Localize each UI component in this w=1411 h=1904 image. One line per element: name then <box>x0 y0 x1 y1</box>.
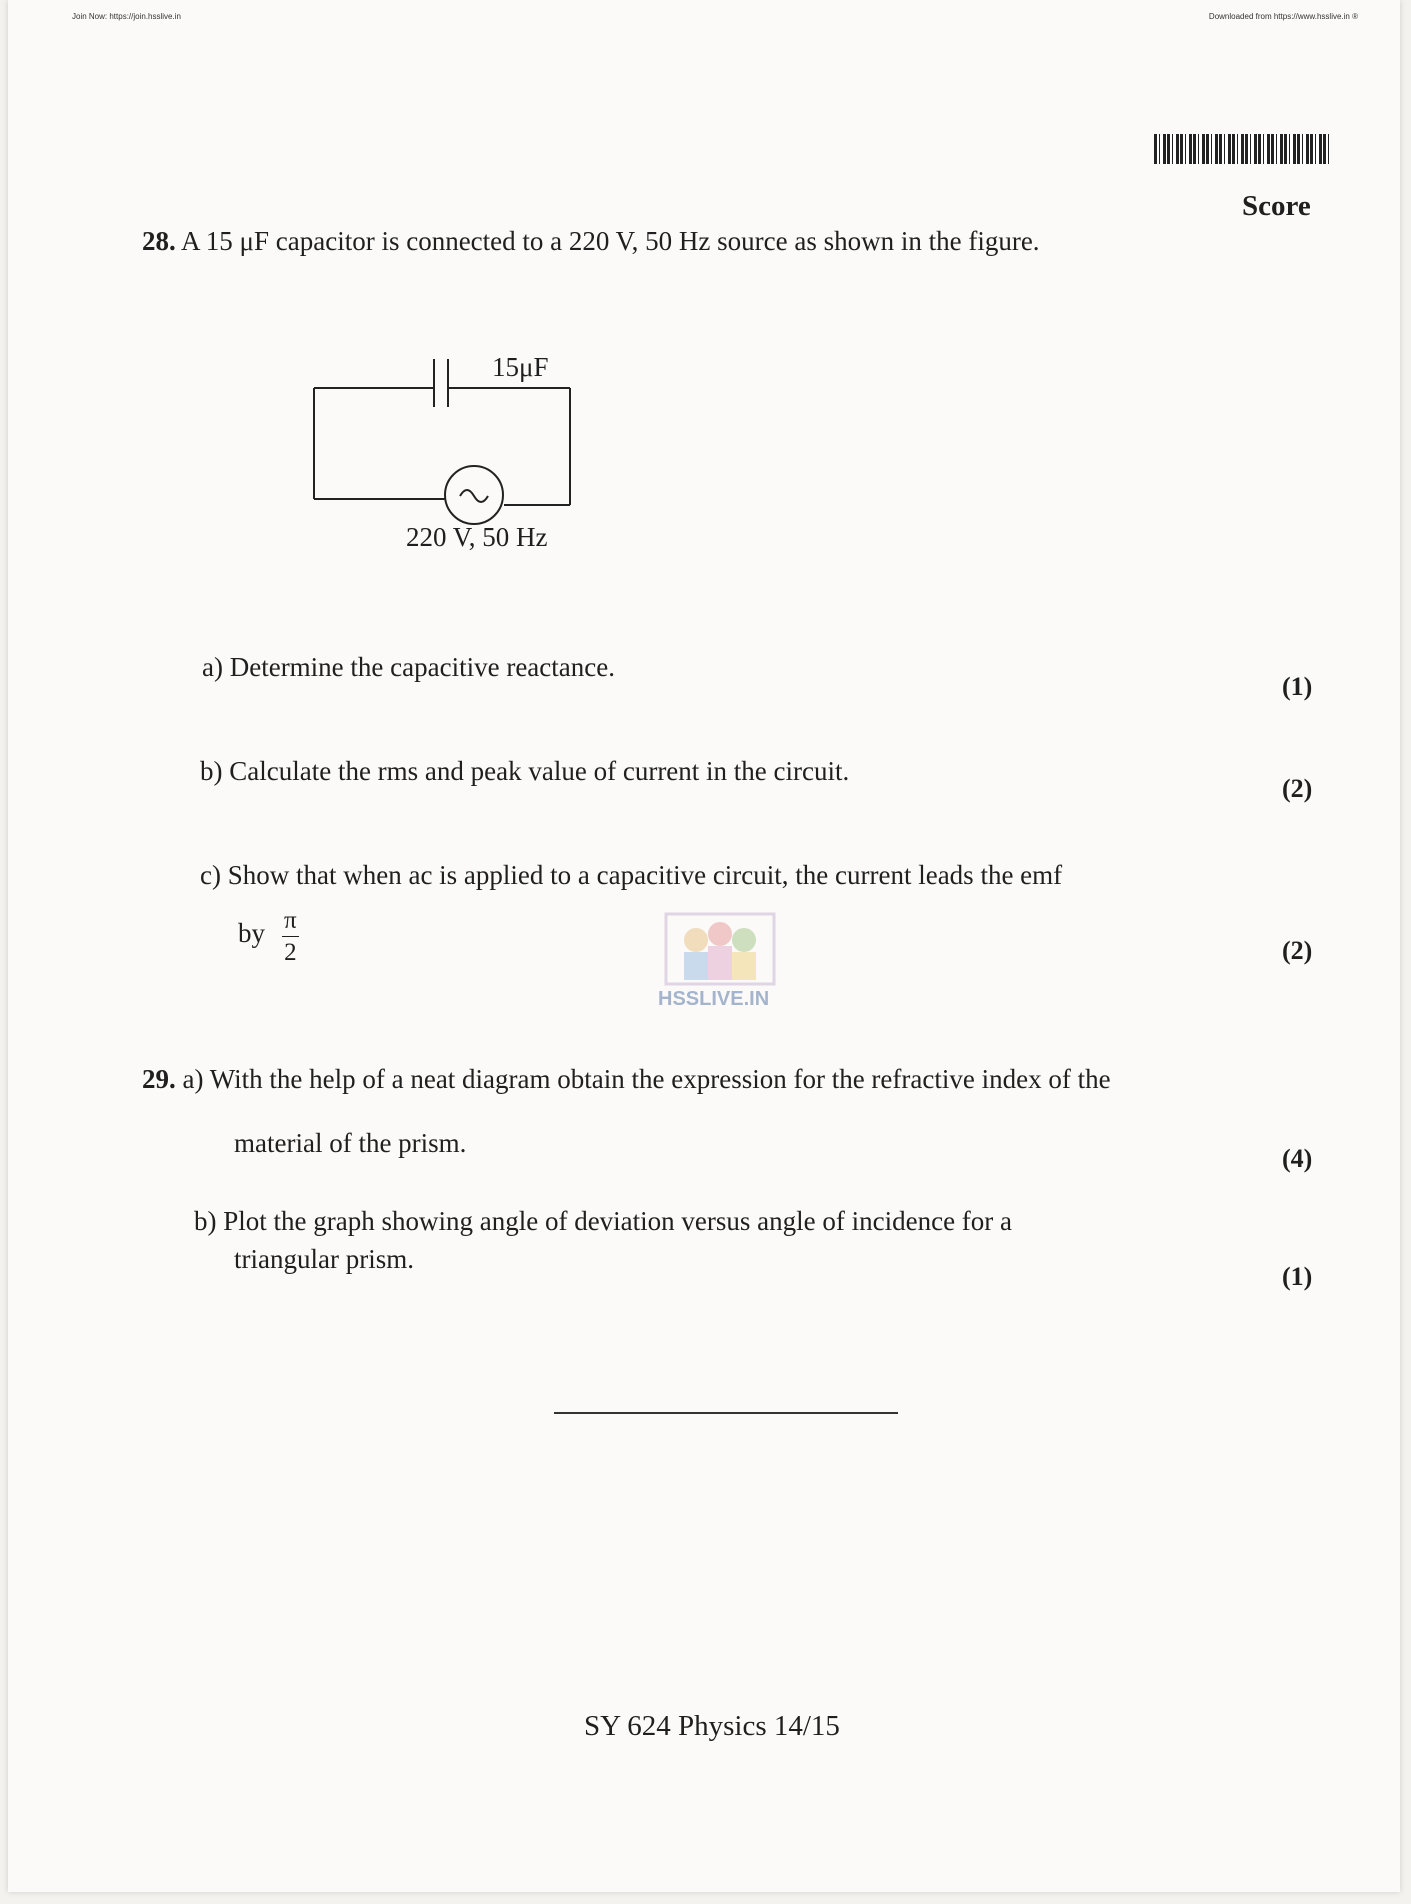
q28c-by: by <box>238 918 265 948</box>
q28-number: 28. <box>142 226 176 256</box>
q29b-text-cont: triangular prism. <box>234 1244 414 1274</box>
q29a-marks: (4) <box>1282 1144 1313 1173</box>
score-heading: Score <box>1242 190 1311 222</box>
q28a-marks: (1) <box>1282 672 1313 701</box>
q29b-text: b) Plot the graph showing angle of deviation versus angle of incidence for a <box>194 1206 1013 1236</box>
ac-source-sine-icon <box>460 490 488 502</box>
q28c-marks: (2) <box>1282 936 1313 965</box>
q29-number: 29. <box>142 1064 176 1094</box>
join-note: Join Now: https://join.hsslive.in <box>72 12 181 21</box>
page-footer: SY 624 Physics 14/15 <box>584 1710 840 1742</box>
barcode <box>1154 134 1330 164</box>
q28a-text: a) Determine the capacitive reactance. <box>202 652 615 682</box>
q28b-text: b) Calculate the rms and peak value of current in the circuit. <box>200 756 850 786</box>
source-label: 220 V, 50 Hz <box>406 522 548 552</box>
end-rule <box>554 1412 898 1414</box>
fraction-numerator: π <box>282 908 299 937</box>
exam-page <box>8 0 1400 1892</box>
q29a-line <box>142 1064 1111 1095</box>
q28-stem-line <box>142 226 1040 257</box>
download-note: Downloaded from https://www.hsslive.in ® <box>1208 12 1358 21</box>
q29a-text: a) With the help of a neat diagram obtain the expression for the refractive index of the <box>182 1064 1111 1094</box>
q28c-text: c) Show that when ac is applied to a capacitive circuit, the current leads the emf <box>200 860 1063 890</box>
q29b-marks: (1) <box>1282 1262 1313 1291</box>
capacitor-label: 15μF <box>492 352 549 382</box>
q28b-marks: (2) <box>1282 774 1313 803</box>
fraction-denominator: 2 <box>284 939 297 966</box>
watermark-text: HSSLIVE.IN <box>658 988 770 1010</box>
pi-over-two-fraction <box>282 908 299 965</box>
q29a-text-cont: material of the prism. <box>234 1128 467 1158</box>
q28-stem: A 15 μF capacitor is connected to a 220 V, 50 Hz source as shown in the figure. <box>181 226 1040 256</box>
